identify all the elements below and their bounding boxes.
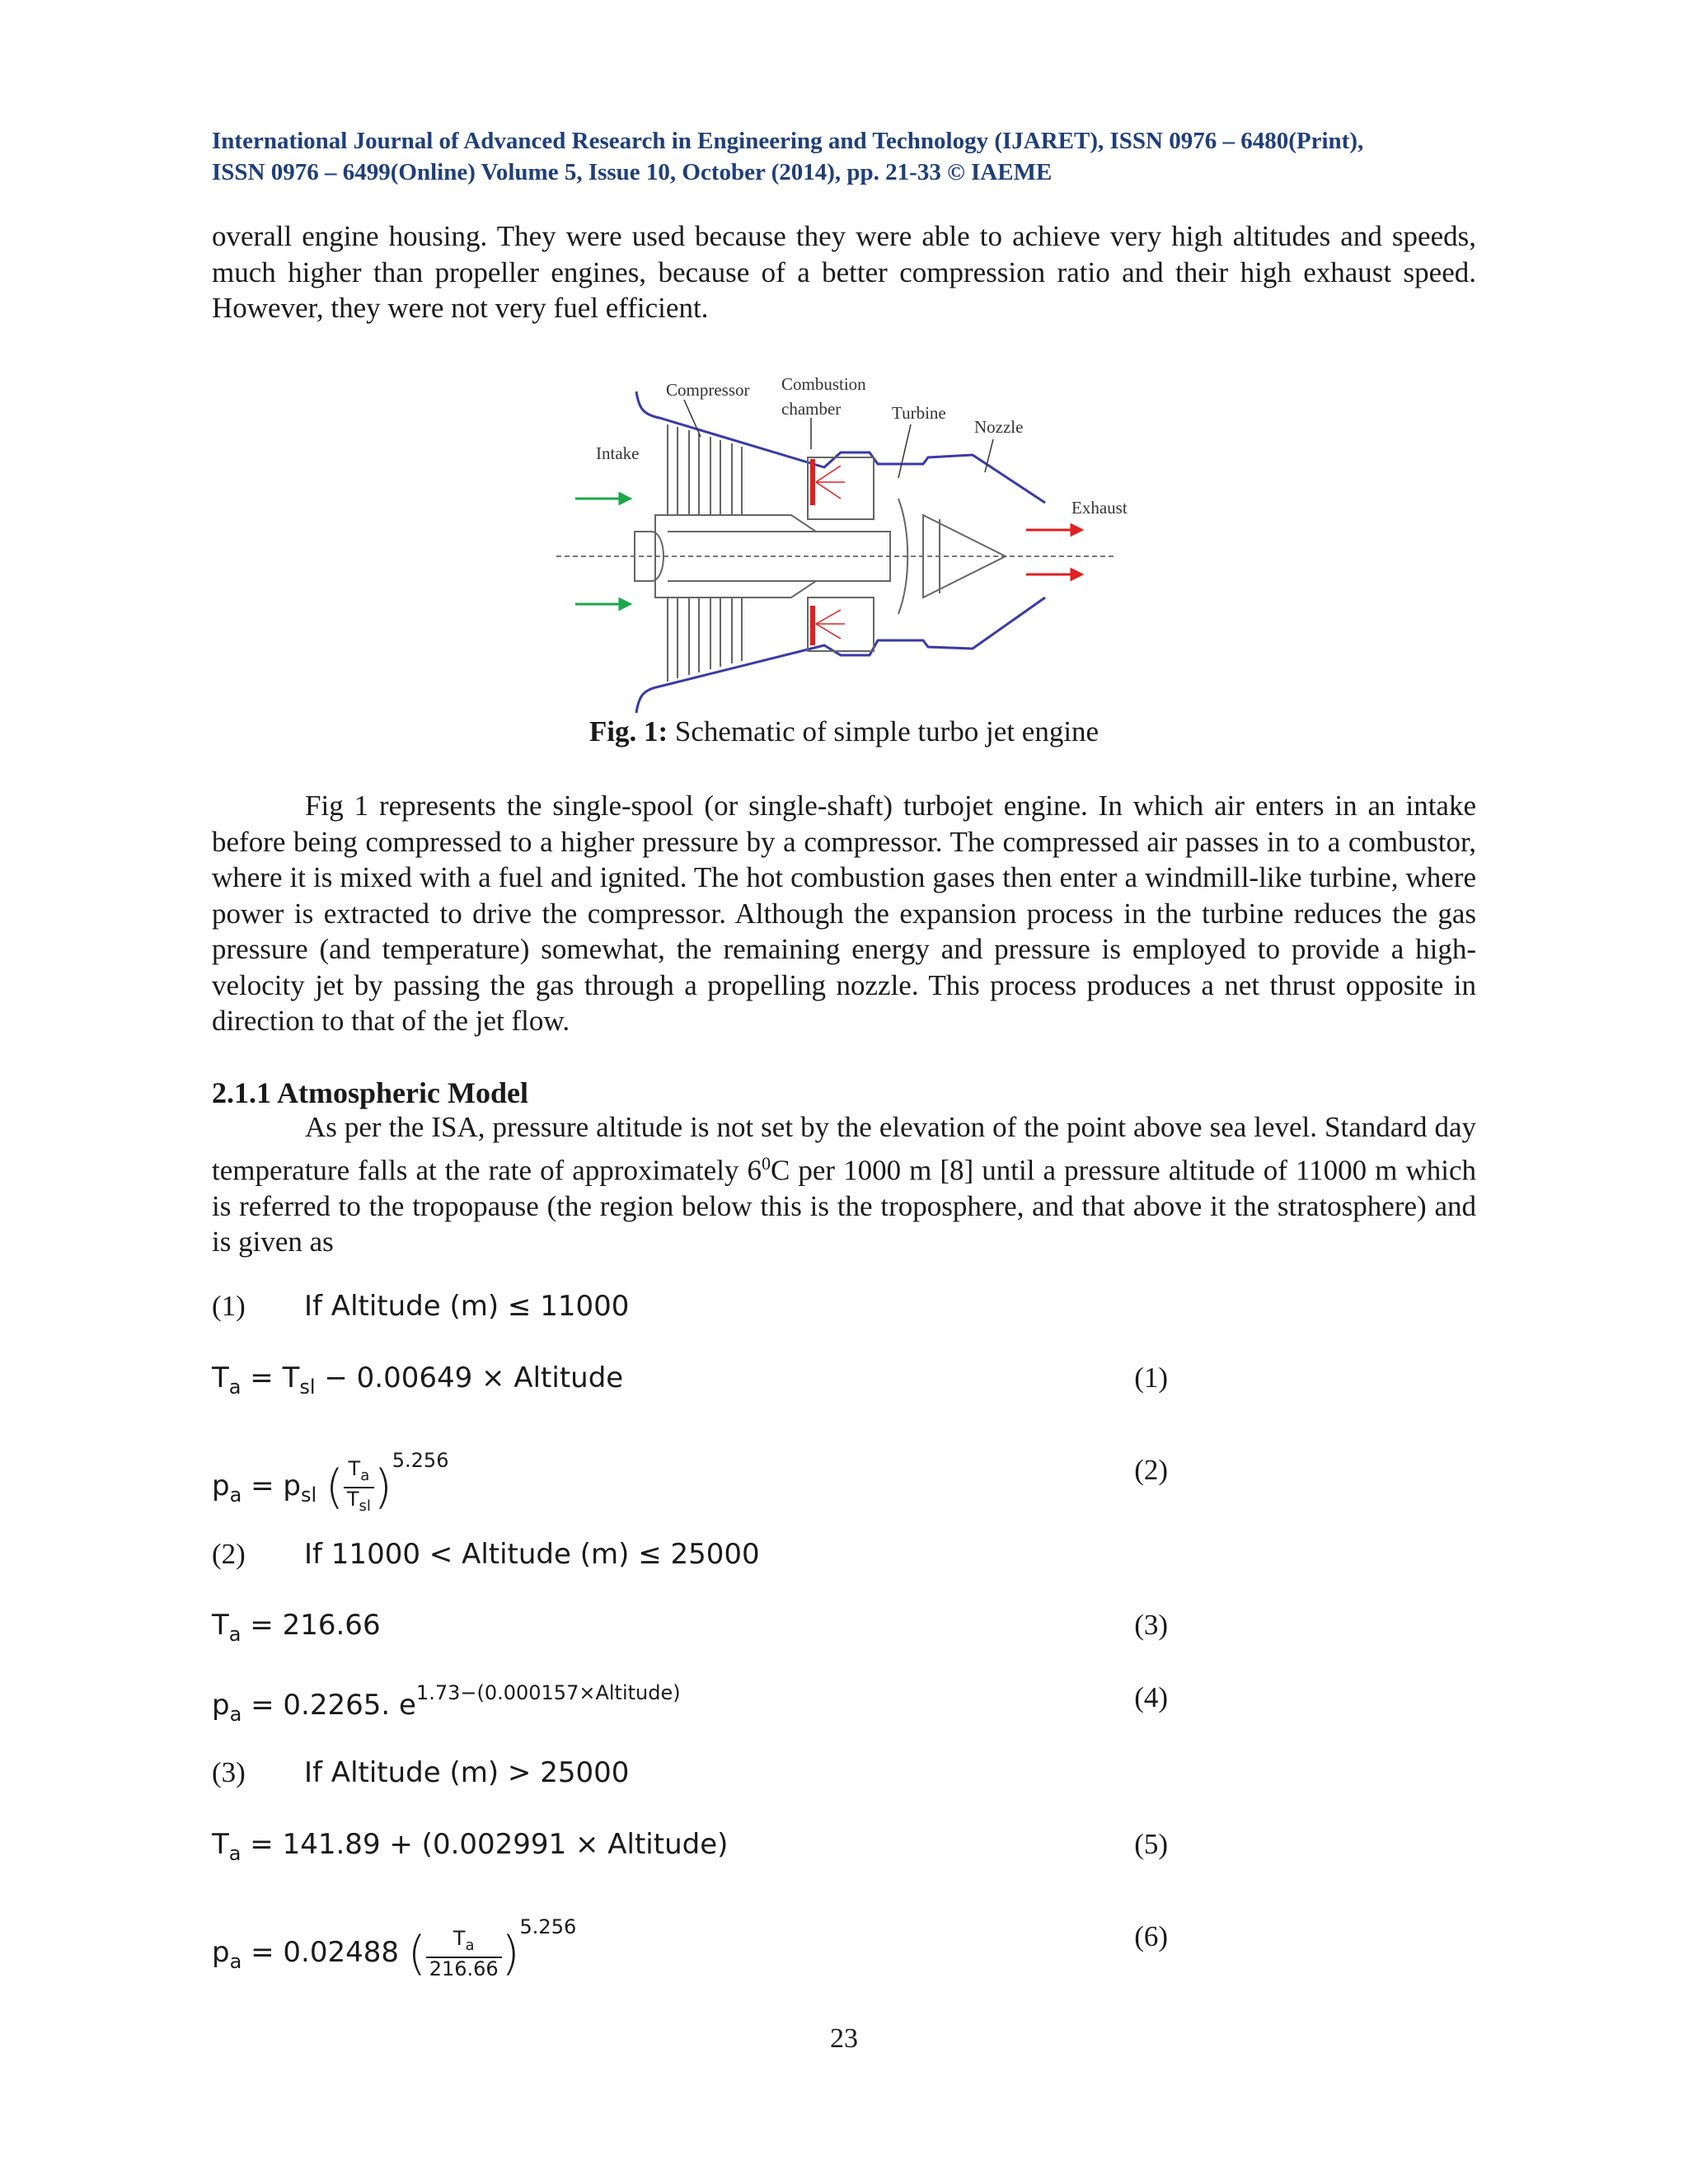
label-compressor: Compressor	[666, 380, 750, 400]
intro-paragraph: overall engine housing. They were used because they were able to achieve very high altitudes and speeds, much higher than propeller engines, because of a better compression ratio and their high exhaust speed. However, they were not very fuel efficient.	[212, 220, 1476, 324]
equation-1: $T_a = T_{sl} - 0.00649$ × Altitude (1)	[212, 1361, 1168, 1399]
page-number: 23	[830, 2023, 858, 2054]
flames	[813, 459, 845, 645]
label-exhaust: Exhaust	[1071, 498, 1128, 518]
equation-5: $T_a = 141.89 + (0.002991$ × Altitude) (5)	[212, 1828, 1168, 1865]
header-line-2: ISSN 0976 – 6499(Online) Volume 5, Issue 10, October (2014), pp. 21-33 © IAEME	[212, 159, 1053, 185]
exhaust-arrows	[1026, 525, 1081, 579]
condition-3: (3) If Altitude (m) > 25000	[212, 1756, 630, 1789]
turbojet-schematic	[544, 367, 1128, 721]
label-combustion-1: Combustion	[781, 374, 866, 394]
equation-4: $p_a = 0.2265$. $e^{1.73-(0.000157\times Altitude)}$ (4)	[212, 1681, 1168, 1726]
header-line-1: International Journal of Advanced Research in Engineering and Technology (IJARET), ISSN 0976 – 6480(Print),	[212, 128, 1364, 154]
equation-3: $T_a = 216.66$ (3)	[212, 1609, 1168, 1646]
figure-description-paragraph: Fig 1 represents the single-spool (or single-shaft) turbojet engine. In which air enters in an intake before being compressed to a higher pressure by a compressor. The compressed air passes in to a combustor, where it is mixed with a fuel and ignited. The hot combustion gases then enter a windmill-like turbine, where power is extracted to drive the compressor. Although the expansion process in the turbine reduces the gas pressure (and temperature) somewhat, the remaining energy and pressure is employed to provide a high-velocity jet by passing the gas through a propelling nozzle. This process produces a net thrust opposite in direction to that of the jet flow.	[212, 790, 1476, 1037]
equation-2: $p_a = p_{sl}$ ( $\frac{T_a}{T_{sl}}$ )$^{5.256}$ (2)	[212, 1449, 1168, 1515]
condition-2: (2) If 11000 < Altitude (m) ≤ 25000	[212, 1538, 760, 1571]
section-paragraph: As per the ISA, pressure altitude is not set by the elevation of the point above sea level. Standard day temperature falls at the rate of approximately $6^0C$ per 1000 m [8] until a pressure altitude of 11000 m which is referred to the tropopause (the region below this is the troposphere, and that above it the stratosphere) and is given as	[212, 1111, 1476, 1258]
intake-arrows	[575, 494, 630, 609]
journal-header	[212, 125, 1476, 188]
caption-text: Schematic of simple turbo jet engine	[668, 715, 1100, 748]
section-title: 2.1.1 Atmospheric Model	[212, 1076, 528, 1109]
equation-6: $p_a = 0.02488$ ( $\frac{T_a}{216.66}$ )$^{5.256}$ (6)	[212, 1915, 1168, 1980]
label-intake: Intake	[596, 443, 640, 463]
casing-bottom	[636, 598, 1045, 713]
label-turbine: Turbine	[892, 403, 946, 423]
caption-label: Fig. 1:	[588, 715, 668, 748]
figure-caption	[212, 715, 1476, 748]
combustion-chamber-top	[808, 457, 874, 519]
condition-1: (1) If Altitude (m) ≤ 11000	[212, 1290, 630, 1323]
label-nozzle: Nozzle	[974, 417, 1024, 437]
label-combustion-2: chamber	[781, 399, 842, 419]
compressor-blades	[668, 424, 742, 682]
